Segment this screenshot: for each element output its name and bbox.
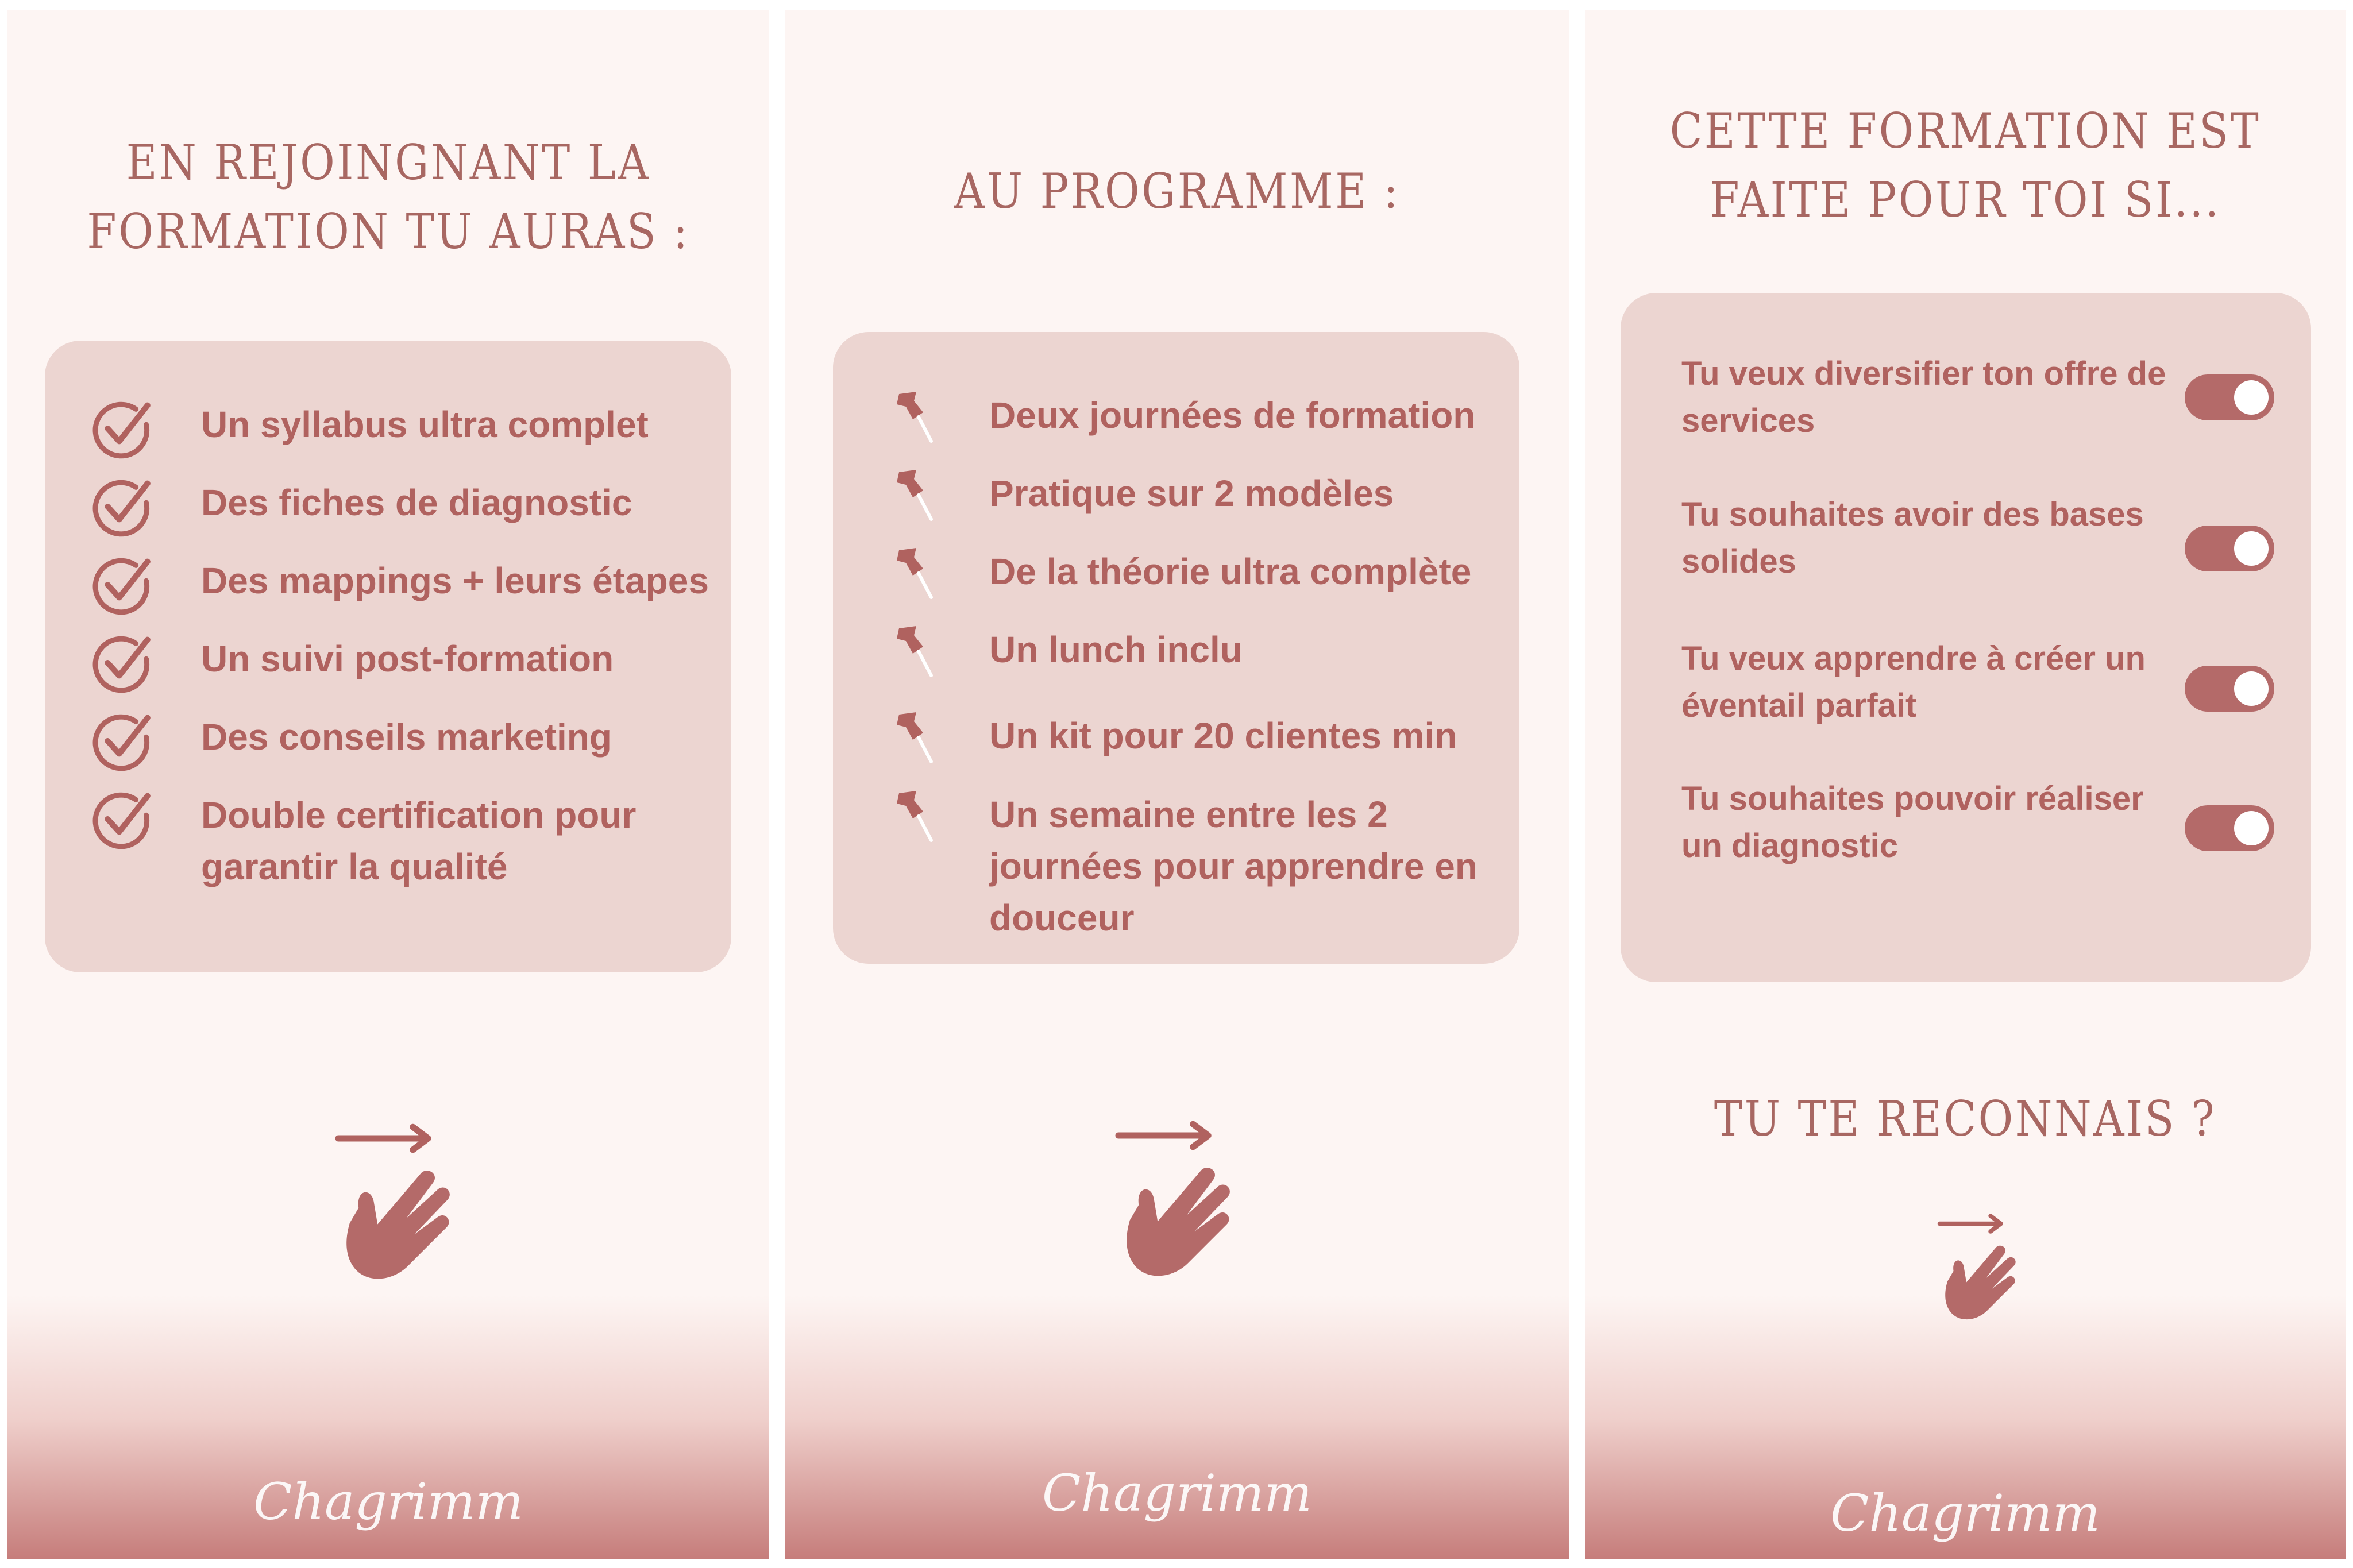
pushpin-icon	[893, 468, 939, 525]
list-item-text: Tu veux diversifier ton offre de services	[1681, 355, 2166, 439]
toggle-knob	[2234, 380, 2269, 415]
toggle-switch[interactable]	[2185, 666, 2274, 712]
slide-audience	[1585, 10, 2346, 1559]
list-item-text: Un lunch inclu	[989, 629, 1243, 670]
benefits-card	[45, 341, 731, 972]
brand-signature: Chagrimm	[1830, 1484, 2100, 1543]
check-circle-icon	[90, 709, 154, 773]
check-circle-icon	[90, 787, 154, 851]
slide-title: AU PROGRAMME :	[954, 163, 1401, 219]
audience-card	[1621, 293, 2311, 982]
pushpin-icon	[893, 624, 939, 681]
pushpin-icon	[893, 389, 939, 447]
list-item-text: Un kit pour 20 clientes min	[989, 715, 1457, 756]
pushpin-icon	[893, 546, 939, 603]
list-item-text: Un syllabus ultra complet	[201, 404, 649, 445]
pushpin-icon	[893, 789, 939, 846]
list-item-text: Tu veux apprendre à créer un éventail parfait	[1681, 640, 2146, 724]
brand-signature: Chagrimm	[1042, 1463, 1312, 1523]
check-circle-icon	[90, 631, 154, 695]
toggle-switch[interactable]	[2185, 526, 2274, 571]
list-item-text: Des conseils marketing	[201, 716, 612, 758]
list-item-text: Des mappings + leurs étapes	[201, 560, 709, 601]
list-item-text: Tu souhaites avoir des bases solides	[1681, 496, 2144, 580]
list-item-text: De la théorie ultra complète	[989, 551, 1472, 592]
question-title: TU TE RECONNAIS ?	[1714, 1091, 2217, 1147]
brand-signature: Chagrimm	[253, 1472, 523, 1531]
toggle-knob	[2234, 531, 2269, 566]
list-item-text: Un suivi post-formation	[201, 638, 614, 679]
check-circle-icon	[90, 553, 154, 617]
list-item-text: Double certification pour garantir la qualité	[201, 794, 637, 887]
program-card	[833, 332, 1519, 964]
slide-title: CETTE FORMATION EST FAITE POUR TOI SI...	[1669, 103, 2261, 228]
slide-benefits	[7, 10, 769, 1559]
list-item-text: Pratique sur 2 modèles	[989, 473, 1394, 514]
toggle-switch[interactable]	[2185, 374, 2274, 420]
swipe-hand-icon	[1112, 1116, 1239, 1294]
list-item-text: Des fiches de diagnostic	[201, 482, 632, 523]
swipe-hand-icon	[1935, 1211, 2022, 1331]
list-item-text: Tu souhaites pouvoir réaliser un diagnostic	[1681, 780, 2144, 864]
slide-program	[785, 10, 1569, 1559]
toggle-knob	[2234, 671, 2269, 706]
pushpin-icon	[893, 710, 939, 767]
list-item-text: Un semaine entre les 2 journées pour apprendre en douceur	[989, 794, 1478, 939]
toggle-knob	[2234, 811, 2269, 845]
check-circle-icon	[90, 474, 154, 539]
slide-title: EN REJOINGNANT LA FORMATION TU AURAS :	[87, 134, 690, 260]
swipe-hand-icon	[332, 1119, 458, 1297]
toggle-switch[interactable]	[2185, 805, 2274, 851]
check-circle-icon	[90, 396, 154, 461]
list-item-text: Deux journées de formation	[989, 395, 1476, 436]
